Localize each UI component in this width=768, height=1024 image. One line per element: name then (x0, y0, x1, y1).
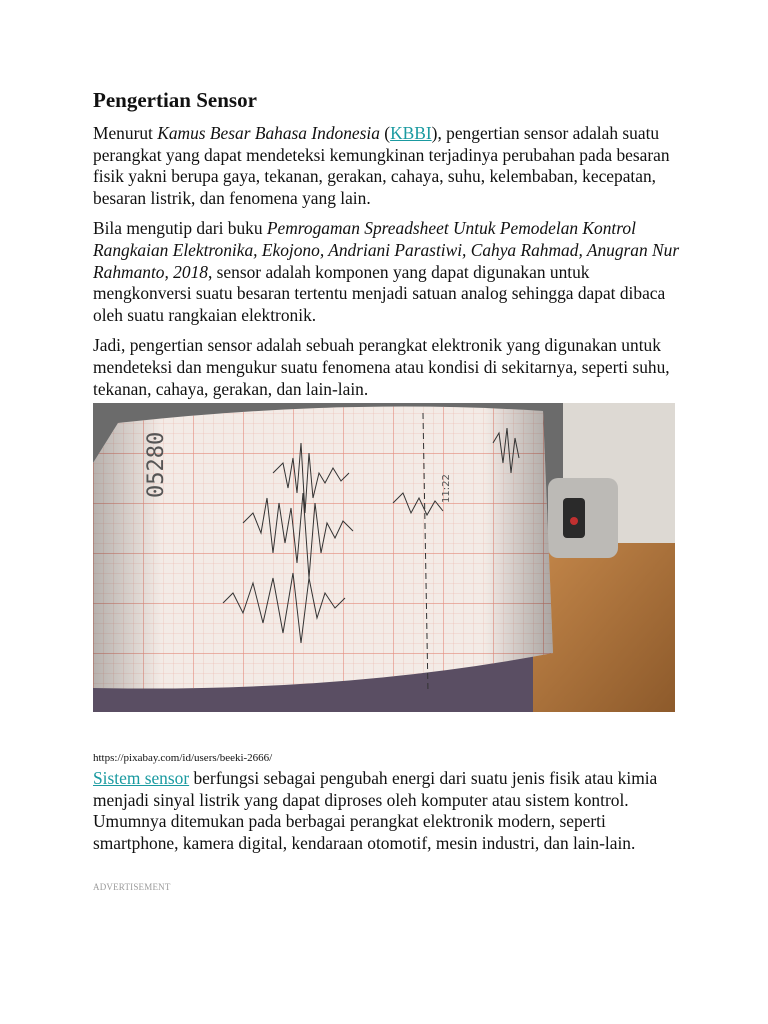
p1-rest: ), pengertian sensor adalah suatu perangkat yang dapat mendeteksi kemungkinan terjadinya perubahan pada besaran fisik yakni berupa gaya, tekanan, gerakan, cahaya, suhu, kelembaban, kecepatan, besaran listrik, dan fenomena yang lain. (93, 123, 670, 208)
p4-rest: berfungsi sebagai pengubah energi dari suatu jenis fisik atau kimia menjadi sinyal listrik yang dapat diproses oleh komputer atau sistem kontrol. Umumnya ditemukan pada berbagai perangkat elektronik modern, seperti smartphone, kamera digital, kendaraan otomotif, mesin industri, dan lain-lain. (93, 768, 658, 853)
time-mark-label: 11:22 (441, 474, 452, 503)
article-body-continued (93, 768, 683, 854)
advertisement-label: ADVERTISEMENT (93, 882, 171, 892)
paragraph-definition-kbbi (93, 123, 683, 209)
article-body (93, 86, 683, 409)
sistem-sensor-link[interactable]: Sistem sensor (93, 768, 190, 788)
article-title: Pengertian Sensor (93, 88, 257, 112)
image-credit-url: https://pixabay.com/id/users/beeki-2666/ (93, 752, 273, 764)
p2-rest: , sensor adalah komponen yang dapat digunakan untuk mengkonversi suatu besaran tertentu menjadi satuan analog sehingga dapat dibaca oleh suatu rangkaian elektronik. (93, 261, 666, 325)
p1-paren: ( (379, 123, 391, 143)
seismograph-photo (93, 403, 675, 712)
p1-lead: Menurut (93, 123, 158, 143)
paragraph-summary: Jadi, pengertian sensor adalah sebuah perangkat elektronik yang digunakan untuk mendeteksi dan mengukur suatu fenomena atau kondisi di sekitarnya, seperti suhu, tekanan, cahaya, gerakan, dan lain-lain. (93, 335, 670, 399)
p1-source: Kamus Besar Bahasa Indonesia (157, 123, 380, 143)
kbbi-link[interactable]: KBBI (390, 123, 432, 143)
paper-number-label: 05280 (144, 431, 169, 498)
p2-lead: Bila mengutip dari buku (93, 218, 267, 239)
paragraph-definition-book (93, 218, 683, 326)
p2-book-title: Pemrogaman Spreadsheet Untuk Pemodelan Kontrol Rangkaian Elektronika, Ekojono, Andriani Parastiwi, Cahya Rahmad, Anugran Nur Rahmanto, 2018 (93, 218, 680, 282)
paragraph-sensor-system (93, 768, 683, 854)
